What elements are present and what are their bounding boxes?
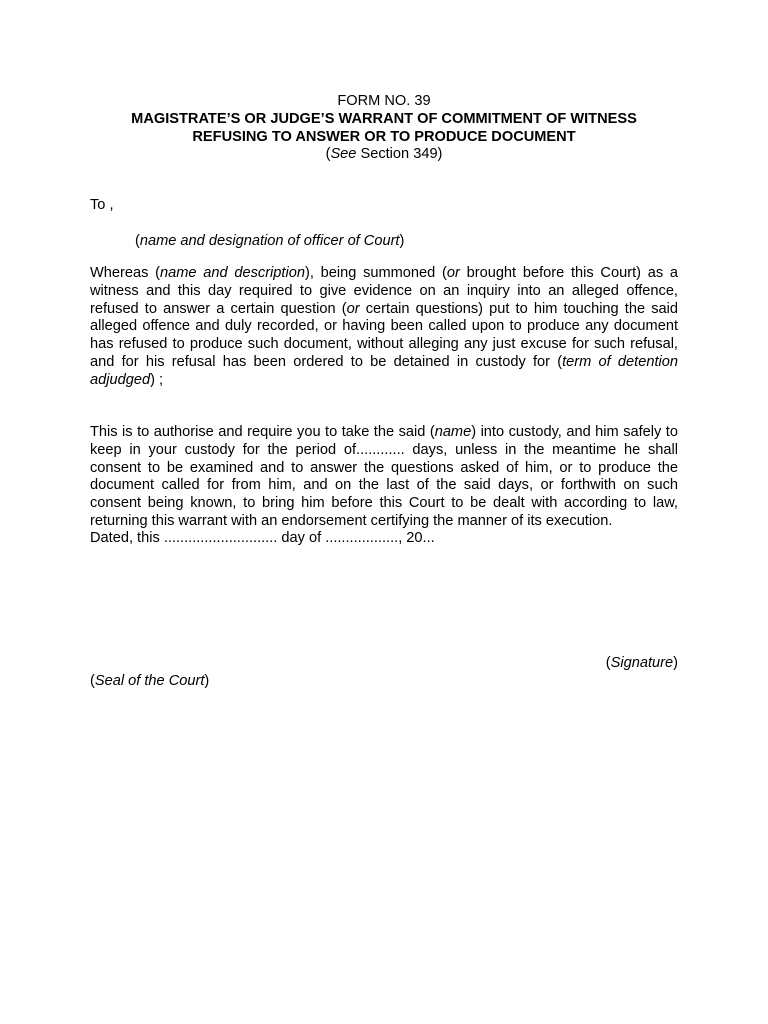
form-heading-line-1: MAGISTRATE’S OR JUDGE’S WARRANT OF COMMITMENT OF WITNESS	[131, 110, 637, 127]
signature-label: Signature	[610, 655, 674, 671]
p1-text-2: ), being summoned (	[304, 265, 447, 281]
p1-text-4: certain questions) put to him touching the said alleged offence and duly recorded, or having been called upon to produce any document has refused to produce such document, without alleging any just excuse for such refusal, and for his refusal has been ordered to be detained in custody for (	[90, 300, 678, 370]
addressee-to: To ,	[90, 197, 114, 213]
authorisation-paragraph	[90, 424, 678, 531]
seal-close: )	[204, 673, 210, 689]
seal-line	[90, 673, 209, 691]
p2-text-1: This is to authorise and require you to take the said (	[90, 424, 435, 440]
signature-line	[606, 655, 678, 673]
seal-label: Seal of the Court	[94, 673, 205, 689]
p1-text-5: ) ;	[150, 371, 164, 388]
officer-placeholder: name and designation of officer of Court	[139, 233, 400, 249]
officer-designation	[135, 233, 404, 251]
form-heading-line-2: REFUSING TO ANSWER OR TO PRODUCE DOCUMENT	[192, 128, 576, 145]
form-number: FORM NO. 39	[337, 93, 431, 109]
p1-italic-2: or	[446, 265, 460, 281]
p1-italic-4: term of detention adjudged	[90, 353, 678, 388]
p2-italic-1: name	[434, 424, 472, 440]
p1-italic-1: name and description	[160, 265, 305, 281]
signature-open: (	[605, 655, 611, 671]
section-see: See	[330, 146, 357, 163]
dated-line: Dated, this ............................ day of .................., 20...	[90, 530, 435, 546]
p1-italic-3: or	[346, 300, 360, 317]
section-rest: Section 349)	[356, 146, 443, 163]
p1-text-3: brought before this Court) as a witness and this day required to give evidence on an inquiry into an alleged offence, refused to answer a certain question (	[90, 265, 679, 317]
section-open: (	[325, 146, 331, 163]
officer-close: )	[399, 233, 405, 249]
signature-close: )	[673, 655, 678, 671]
section-reference	[90, 146, 678, 164]
form-title-block	[90, 93, 678, 164]
p2-text-2: ) into custody, and him safely to keep in your custody for the period of............ days, unless in the meantime he shall consent to be examined and to answer the questions asked of him, or to produce the document called for from him, and on the last of the said days, or forthwith on such consent being known, to bring him before this Court to be dealt with according to law, returning this warrant with an endorsement certifying the manner of its execution.	[90, 424, 678, 529]
whereas-paragraph	[90, 265, 678, 390]
officer-open: (	[135, 233, 140, 249]
seal-open: (	[90, 673, 95, 689]
p1-text-1: Whereas (	[90, 265, 161, 281]
